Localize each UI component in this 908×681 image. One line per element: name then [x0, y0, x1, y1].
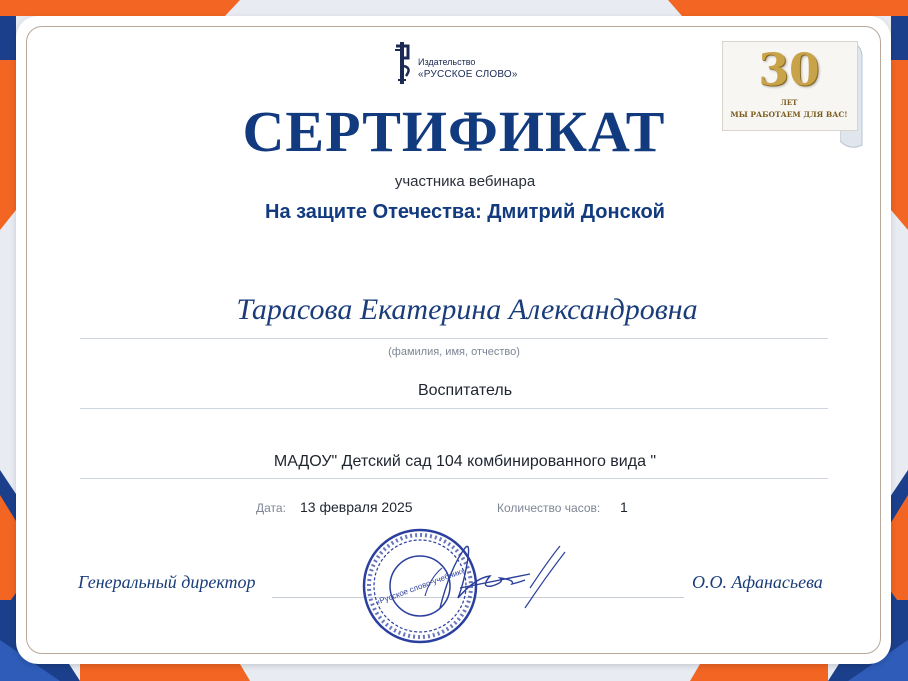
signatory-name: О.О. Афанасьева [692, 572, 823, 592]
hours-value: 1 [620, 499, 628, 515]
anniversary-number: 30 [758, 45, 820, 96]
publisher-logo [392, 40, 522, 86]
publisher-label: Издательство [418, 57, 476, 67]
signatory-role: Генеральный директор [78, 572, 256, 592]
certificate-subtitle: участника вебинара [394, 173, 536, 190]
certificate-title: СЕРТИФИКАТ [242, 99, 666, 164]
name-hint: (фамилия, имя, отчество) [388, 346, 520, 358]
webinar-title: На защите Отечества: Дмитрий Донской [265, 201, 665, 223]
handwritten-signature [420, 538, 580, 618]
publisher-name: «РУССКОЕ СЛОВО» [418, 69, 518, 80]
anniversary-slogan: МЫ РАБОТАЕМ ДЛЯ ВАС! [730, 110, 848, 119]
name-underline [80, 338, 828, 339]
date-label: Дата: [256, 501, 286, 515]
publisher-logo-icon [392, 40, 414, 86]
participant-position: Воспитатель [417, 382, 513, 399]
anniversary-years: ЛЕТ [780, 98, 798, 107]
hours-label: Количество часов: [497, 501, 601, 515]
position-underline [80, 408, 828, 409]
participant-name: Тарасова Екатерина Александровна [236, 293, 698, 326]
participant-organization: МАДОУ" Детский сад 104 комбинированного вида " [273, 453, 657, 470]
date-value: 13 февраля 2025 [300, 499, 413, 515]
organization-underline [80, 478, 828, 479]
stamp-text: «Русское слово-учебник» [374, 566, 467, 607]
